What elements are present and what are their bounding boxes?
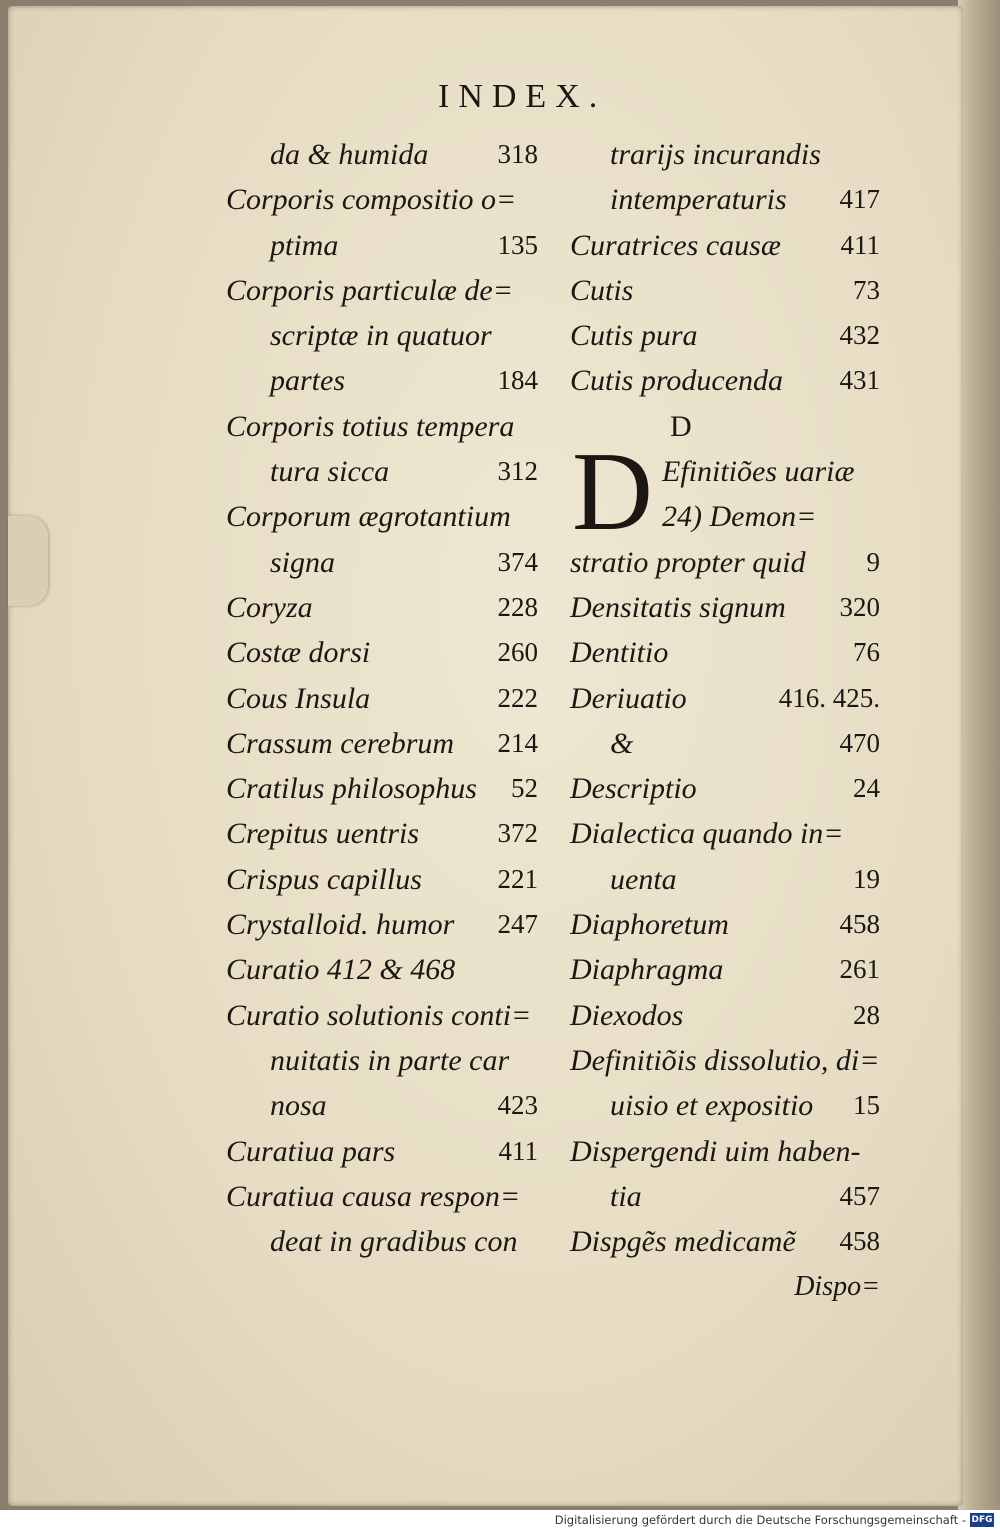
- entry-text: Dispgẽs medicamẽ: [570, 1225, 796, 1259]
- entry-page-number: 9: [866, 546, 880, 577]
- entry-page-number: 432: [839, 320, 880, 351]
- index-entry-line: [226, 540, 538, 585]
- index-entry-line: [570, 676, 880, 721]
- index-entry-line: [226, 902, 538, 947]
- running-head: INDEX.: [438, 78, 607, 115]
- entry-text: Corporum ægrotantium: [226, 500, 511, 534]
- index-entry-line: [226, 1083, 538, 1128]
- entry-text: Curatio solutionis conti=: [226, 998, 532, 1032]
- drop-cap: D: [572, 430, 653, 554]
- index-entry-line: [226, 494, 538, 539]
- entry-text: Efinitiões uariæ: [662, 455, 855, 489]
- entry-text: Crispus capillus: [226, 862, 422, 896]
- index-entry-line: [226, 766, 538, 811]
- index-entry-line: [570, 268, 880, 313]
- index-entry-line: [226, 811, 538, 856]
- entry-text: trarijs incurandis: [610, 138, 821, 171]
- entry-text: Curatrices causæ: [570, 228, 781, 262]
- entry-page-number: 458: [839, 909, 880, 940]
- footer-text: Digitalisierung gefördert durch die Deutsche Forschungsgemeinschaft -: [554, 1513, 966, 1527]
- entry-text: Deriuatio: [570, 681, 687, 715]
- entry-page-number: 214: [497, 727, 538, 758]
- entry-page-number: 423: [497, 1090, 538, 1121]
- entry-text: scriptæ in quatuor: [270, 319, 492, 353]
- entry-page-number: 261: [839, 954, 880, 985]
- entry-text: nosa: [270, 1089, 327, 1123]
- entry-page-number: 458: [839, 1226, 880, 1257]
- index-entry-line: [226, 268, 538, 313]
- entry-page-number: 411: [498, 1135, 538, 1166]
- entry-text: Corporis particulæ de=: [226, 273, 513, 307]
- entry-page-number: 374: [497, 546, 538, 577]
- index-entry-line: [570, 811, 880, 856]
- catchword: Dispo=: [794, 1271, 880, 1303]
- entry-page-number: 184: [497, 365, 538, 396]
- index-entry-line: [570, 721, 880, 766]
- entry-text: Diexodos: [570, 998, 684, 1032]
- digitization-footer: [0, 1510, 1000, 1530]
- entry-page-number: 320: [839, 591, 880, 622]
- index-entry-line: [226, 857, 538, 902]
- index-entry-line: [570, 1038, 880, 1083]
- entry-text: Definitiõis dissolutio, di=: [570, 1043, 880, 1077]
- entry-text: Diaphragma: [570, 953, 724, 987]
- entry-page-number: 312: [497, 456, 538, 487]
- index-column-left: [226, 132, 538, 1264]
- entry-text: ptima: [270, 228, 339, 262]
- entry-page-number: 416. 425.: [778, 682, 880, 713]
- index-entry-line: [570, 585, 880, 630]
- index-entry-line: [226, 449, 538, 494]
- entry-text: tura sicca: [270, 455, 390, 489]
- entry-text: uisio et expositio: [610, 1089, 814, 1123]
- book-fore-edge: [958, 0, 1000, 1510]
- index-entry-line: [226, 676, 538, 721]
- index-column-right: [570, 132, 880, 1310]
- entry-text: Dialectica quando in=: [570, 817, 844, 851]
- entry-page-number: 135: [497, 229, 538, 260]
- entry-text: stratio propter quid: [570, 545, 806, 579]
- entry-page-number: 457: [839, 1180, 880, 1211]
- entry-text: Dispergendi uim haben-: [570, 1134, 861, 1168]
- entry-page-number: 470: [839, 727, 880, 758]
- entry-text: Corporis compositio o=: [226, 183, 517, 217]
- index-entry-line: [226, 1174, 538, 1219]
- entry-page-number: 15: [853, 1090, 880, 1121]
- index-entry-line: [570, 993, 880, 1038]
- entry-page-number: 222: [497, 682, 538, 713]
- entry-page-number: 228: [497, 591, 538, 622]
- index-entry-line: [570, 177, 880, 222]
- index-entry-line: [226, 1129, 538, 1174]
- index-entry-line: [570, 1174, 880, 1219]
- entry-text: da & humida: [270, 138, 429, 171]
- index-entry-line: [226, 404, 538, 449]
- entry-page-number: 247: [497, 909, 538, 940]
- index-entry-line: [226, 313, 538, 358]
- page-tab: [8, 516, 48, 606]
- entry-text: &: [610, 726, 634, 760]
- entry-page-number: 372: [497, 818, 538, 849]
- entry-page-number: 221: [497, 863, 538, 894]
- index-entry-line: [226, 993, 538, 1038]
- index-entry-line: [226, 132, 538, 177]
- entry-text: Densitatis signum: [570, 590, 786, 624]
- index-entry-line: [226, 947, 538, 992]
- entry-text: intemperaturis: [610, 183, 787, 217]
- entry-text: Curatio 412 & 468: [226, 953, 456, 987]
- entry-page-number: 28: [853, 999, 880, 1030]
- entry-text: Cratilus philosophus: [226, 772, 477, 806]
- index-entry-line: [570, 132, 880, 177]
- entry-text: Descriptio: [570, 772, 697, 806]
- entry-page-number: 260: [497, 637, 538, 668]
- index-entry-line: [570, 630, 880, 675]
- entry-text: signa: [270, 545, 336, 579]
- index-entry-line: [226, 630, 538, 675]
- index-entry-line: [570, 947, 880, 992]
- entry-page-number: 19: [853, 863, 880, 894]
- index-entry-line: [570, 902, 880, 947]
- index-entry-line: [570, 358, 880, 403]
- entry-page-number: 76: [853, 637, 880, 668]
- entry-text: tia: [610, 1179, 642, 1213]
- entry-text: Crepitus uentris: [226, 817, 420, 851]
- index-entry-line: [226, 1219, 538, 1264]
- catchword-line: [570, 1264, 880, 1309]
- index-entry-line: [570, 223, 880, 268]
- entry-page-number: 52: [511, 773, 538, 804]
- index-entry-line: [226, 177, 538, 222]
- entry-text: nuitatis in parte car: [270, 1043, 510, 1077]
- entry-text: Crystalloid. humor: [226, 908, 455, 942]
- index-entry-line: [226, 358, 538, 403]
- entry-page-number: 417: [839, 184, 880, 215]
- entry-text: Corporis totius tempera: [226, 409, 515, 443]
- entry-text: Diaphoretum: [570, 908, 729, 942]
- index-entry-line: [570, 857, 880, 902]
- entry-text: D: [670, 409, 692, 443]
- index-entry-line: [570, 313, 880, 358]
- entry-page-number: 24: [853, 773, 880, 804]
- entry-text: Cutis: [570, 273, 634, 307]
- index-entry-line: [570, 1129, 880, 1174]
- entry-text: deat in gradibus con: [270, 1225, 518, 1259]
- entry-text: Costæ dorsi: [226, 636, 371, 670]
- entry-text: Coryza: [226, 590, 313, 624]
- index-entry-line: [570, 766, 880, 811]
- index-entry-line: [226, 223, 538, 268]
- entry-text: Cous Insula: [226, 681, 371, 715]
- entry-text: 24) Demon=: [662, 500, 817, 534]
- entry-text: Dentitio: [570, 636, 669, 670]
- entry-text: partes: [270, 364, 345, 398]
- index-entry-line: [570, 1083, 880, 1128]
- entry-text: Cutis pura: [570, 319, 698, 353]
- index-entry-line: [226, 1038, 538, 1083]
- dfg-logo: DFG: [971, 1515, 993, 1525]
- entry-page-number: 411: [840, 229, 880, 260]
- entry-text: Crassum cerebrum: [226, 726, 455, 760]
- entry-page-number: 431: [839, 365, 880, 396]
- index-entry-line: [226, 721, 538, 766]
- entry-text: Cutis producenda: [570, 364, 784, 398]
- entry-page-number: 318: [497, 139, 538, 169]
- entry-text: uenta: [610, 862, 677, 896]
- entry-text: Curatiua pars: [226, 1134, 396, 1168]
- index-entry-line: [226, 585, 538, 630]
- entry-page-number: 73: [853, 274, 880, 305]
- entry-text: Curatiua causa respon=: [226, 1179, 521, 1213]
- index-entry-line: [570, 1219, 880, 1264]
